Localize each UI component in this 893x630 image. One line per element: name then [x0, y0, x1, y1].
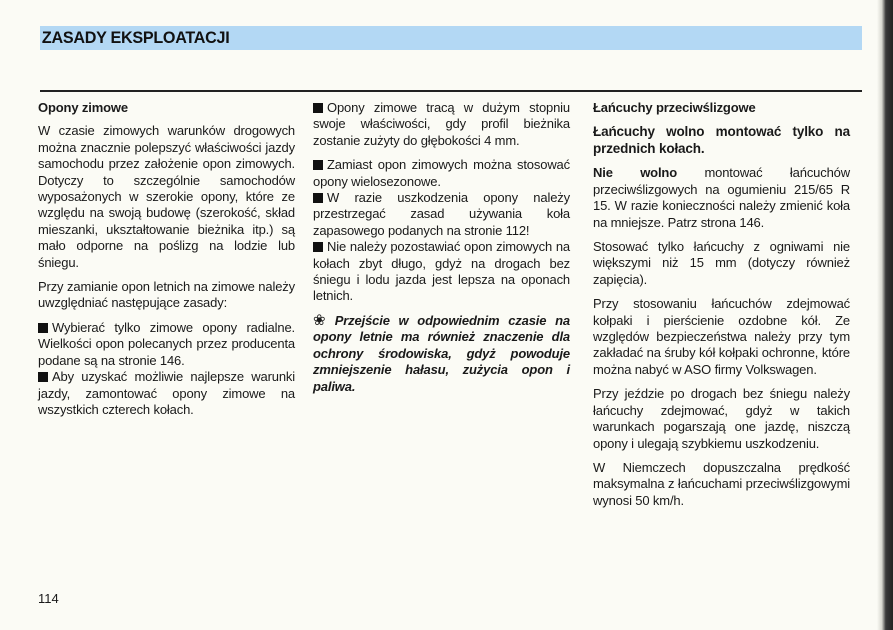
bullet-item — [313, 157, 570, 190]
bullet-text: Zamiast opon zimowych można stosować opony wielosezonowe. — [313, 157, 570, 189]
bullet-text: W razie uszkodzenia opony należy przestrzegać zasad używania koła zapasowego podanych na stronie 112! — [313, 190, 570, 238]
bullet-text: Aby uzyskać możliwie najlepsze warunki jazdy, zamontować opony zimowe na wszystkich czterech kołach. — [38, 369, 295, 417]
paragraph: Przy jeździe po drogach bez śniegu należy łańcuchy zdejmować, gdyż w takich warunkach pogarszają one jazdę, niszczą opony i ulegają szybkiemu uszkodzeniu. — [593, 386, 850, 451]
paragraph-text: montować łańcuchów przeciwślizgowych na ogumieniu 215/65 R 15. W razie konieczności należy zmienić koła na mniejsze. Patrz strona 146. — [593, 165, 850, 230]
bullet-text: Wybierać tylko zimowe opony radialne. Wielkości opon polecanych przez producenta podane są na stronie 146. — [38, 319, 295, 368]
section-title: ZASADY EKSPLOATACJI — [41, 28, 230, 47]
bullet-square-icon — [38, 372, 48, 382]
paragraph — [593, 165, 850, 231]
bullet-square-icon — [313, 242, 323, 252]
bullet-square-icon — [313, 193, 323, 203]
heading-snow-chains: Łańcuchy przeciwślizgowe — [593, 100, 756, 115]
bullet-item — [313, 239, 570, 305]
paragraph: W czasie zimowych warunków drogowych można znacznie polepszyć właściwości jazdy samochodu przez założenie opon zimowych. Dotyczy to szczególnie samochodów wyposażonych w szerokie opony, które ze względu na swoją budowę (szerokość, skład mieszanki, ukształtowanie bieżnika itp.) są mało odporne na poślizg na lodzie lub śniegu. — [38, 123, 295, 270]
section-header-band — [40, 26, 862, 50]
column-left — [38, 100, 295, 426]
environment-note-text: Przejście w odpowiednim czasie na opony letnie ma również znaczenie dla ochrony środowiska, gdyż powoduje zmniejszenie hałasu, zużycia opon i paliwa. — [313, 312, 570, 394]
paragraph: Przy zamianie opon letnich na zimowe należy uwzględniać następujące zasady: — [38, 279, 295, 311]
bullet-item — [38, 320, 295, 369]
bullet-text: Opony zimowe tracą w dużym stopniu swoje właściwości, gdy profil bieżnika zostanie zużyty do głębokości 4 mm. — [313, 100, 570, 148]
bullet-square-icon — [38, 323, 48, 333]
divider — [40, 90, 862, 92]
bullet-square-icon — [313, 160, 323, 170]
heading-winter-tyres: Opony zimowe — [38, 100, 128, 115]
column-right — [593, 100, 850, 517]
environment-note — [313, 313, 570, 395]
paragraph: Stosować tylko łańcuchy z ogniwami nie większymi niż 15 mm (dotyczy również zapięcia). — [593, 239, 850, 287]
paragraph: Przy stosowaniu łańcuchów zdejmować kołpaki i pierścienie ozdobne kół. Ze względów bezpieczeństwa należy przy tym zakładać na śruby kół kołpaki ochronne, które można nabyć w ASO firmy Volkswagen. — [593, 296, 850, 377]
paragraph: W Niemczech dopuszczalna prędkość maksymalna z łańcuchami przeciwślizgowymi wynosi 50 km/h. — [593, 459, 850, 508]
bullet-item — [313, 190, 570, 239]
column-middle — [313, 100, 570, 403]
bullet-text: Nie należy pozostawiać opon zimowych na kołach zbyt długo, gdyż na drogach bez śniegu i lodu jazda jest lepsza na oponach letnich. — [313, 239, 570, 304]
page-number: 114 — [38, 591, 59, 606]
emphasis: Nie wolno — [593, 165, 678, 181]
bullet-square-icon — [313, 103, 323, 113]
subheading-front-wheels: Łańcuchy wolno montować tylko na przednich kołach. — [593, 124, 850, 157]
bullet-item — [38, 369, 295, 418]
bullet-item — [313, 100, 570, 149]
page-edge-shadow — [877, 0, 893, 630]
environment-icon: ❀ — [313, 311, 331, 329]
